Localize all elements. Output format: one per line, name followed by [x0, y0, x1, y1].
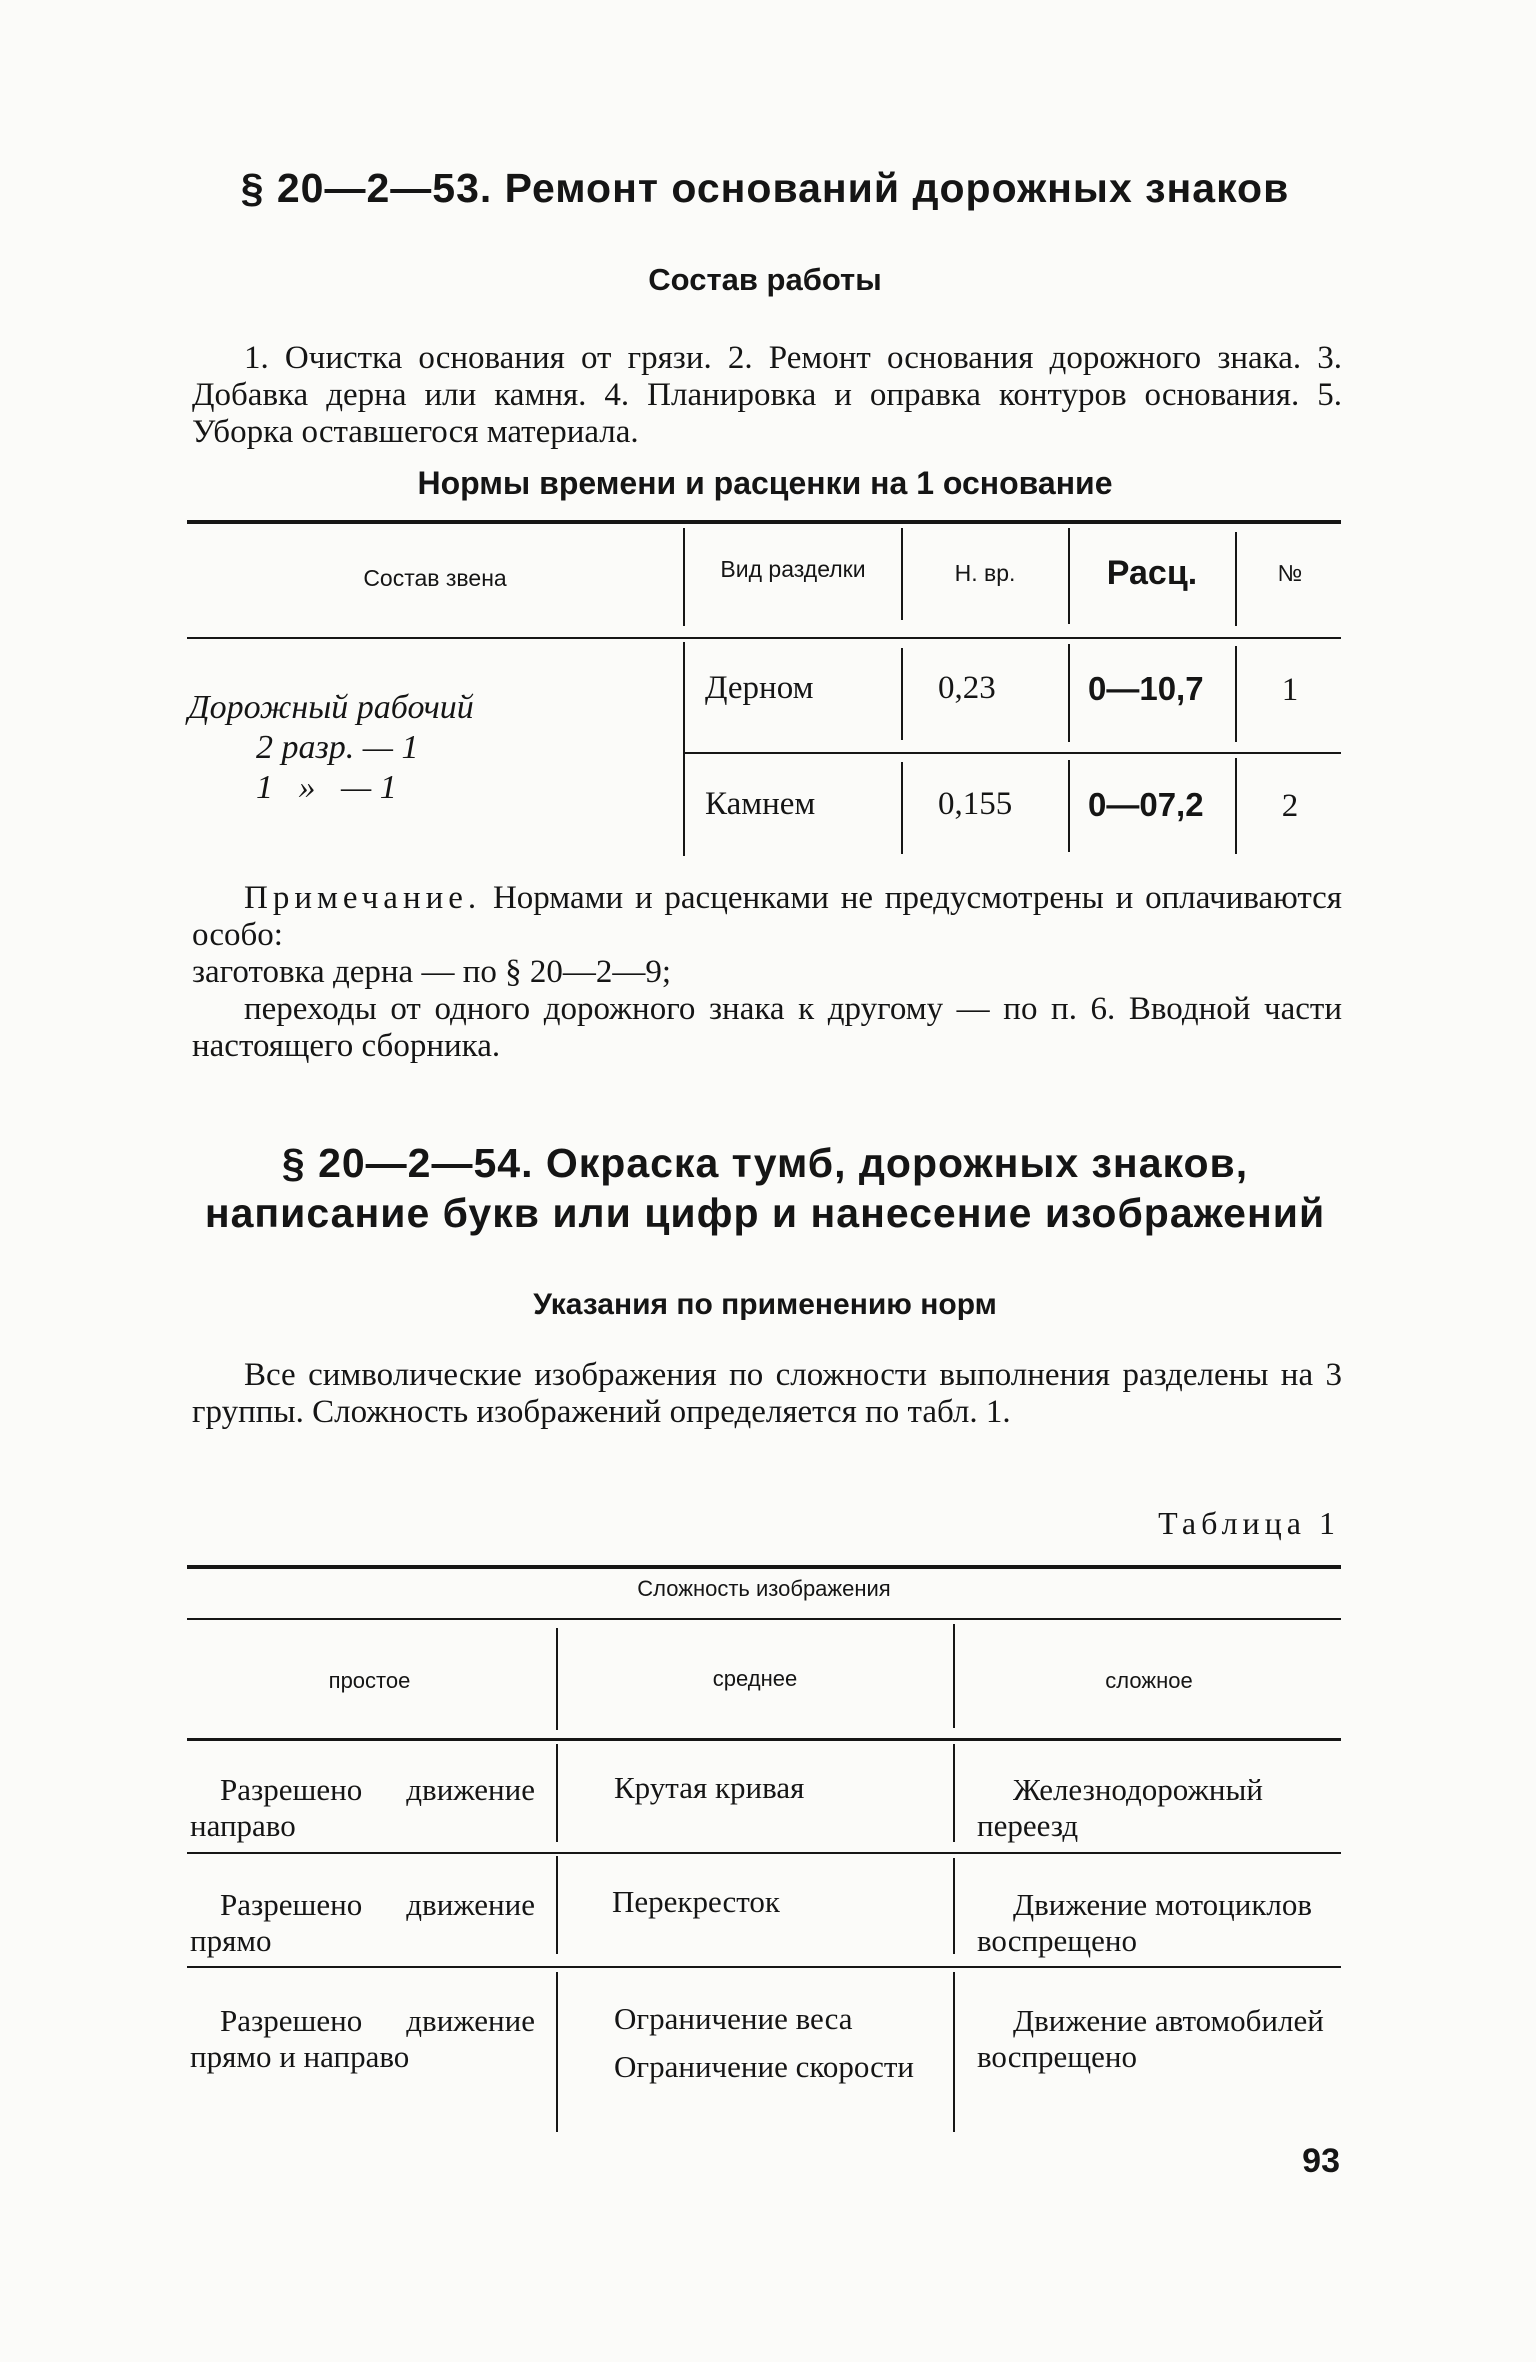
header-time: Н. вр. — [954, 560, 1016, 586]
col-divider — [901, 648, 903, 740]
col-divider — [556, 1628, 558, 1730]
row1-time: 0,23 — [938, 670, 996, 706]
header-rate: Расц. — [1106, 554, 1198, 592]
section-title-20-2-54-line2: написание букв или цифр и нанесение изображений — [204, 1190, 1326, 1236]
crew-cell — [188, 688, 668, 808]
col-divider — [1235, 532, 1237, 626]
header-rule — [187, 1738, 1341, 1741]
col-divider — [953, 1858, 955, 1954]
col-divider — [1068, 528, 1070, 624]
col-divider — [1235, 758, 1237, 854]
row1-medium: Крутая кривая — [614, 1770, 805, 1805]
table-row-rule — [685, 752, 1341, 754]
row3-complex: Движение автомобилей воспрещено — [977, 2003, 1324, 2074]
row-rule — [187, 1966, 1341, 1968]
row2-medium: Перекресток — [612, 1884, 780, 1919]
table-caption: Таблица 1 — [1158, 1505, 1340, 1541]
guide-text-body: Все символические изображения по сложности выполнения разделены на 3 группы. Сложность изображений определяется по табл. 1. — [192, 1357, 1342, 1430]
col-divider — [683, 642, 685, 856]
guide-heading: Указания по применению норм — [533, 1288, 997, 1321]
note-line — [192, 954, 1342, 991]
header-type: Вид разделки — [720, 556, 866, 582]
col-divider — [556, 1972, 558, 2132]
note-line-text: переходы от одного дорожного знака к другому — по п. 6. Вводной части настоящего сборника. — [192, 991, 1342, 1064]
row-rule — [187, 1852, 1341, 1854]
crew-line: Дорожный рабочий — [188, 689, 474, 726]
group-header: Сложность изображения — [637, 1576, 891, 1601]
row3-medium-2: Ограничение скорости — [614, 2049, 914, 2084]
note-line-text: заготовка дерна — по § 20—2—9; — [192, 954, 672, 990]
row3-medium-1: Ограничение веса — [614, 2001, 853, 2036]
row2-type: Камнем — [705, 786, 816, 822]
header-num: № — [1277, 560, 1303, 586]
note-text: Нормами и расценками не предусмотрены и оплачиваются особо: — [192, 880, 1342, 953]
col-divider — [1068, 760, 1070, 852]
row3-simple: Разрешено движение прямо и направо — [190, 2003, 535, 2074]
row2-simple: Разрешено движение прямо — [190, 1887, 535, 1958]
section-title-20-2-54: § 20—2—54. Окраска тумб, дорожных знаков, — [281, 1140, 1249, 1186]
note-paragraph — [192, 880, 1342, 954]
page-number: 93 — [1302, 2142, 1340, 2180]
work-text: 1. Очистка основания от грязи. 2. Ремонт основания дорожного знака. 3. Добавка дерна или камня. 4. Планировка и оправка контуров основания. 5. Уборка оставшегося материала. — [192, 340, 1342, 450]
table-top-rule — [187, 1565, 1341, 1569]
note-block — [192, 880, 1342, 1065]
section-title-20-2-53: § 20—2—53. Ремонт оснований дорожных знаков — [240, 165, 1290, 211]
work-composition-heading: Состав работы — [648, 262, 882, 297]
group-header-rule — [187, 1618, 1341, 1620]
row1-complex: Железнодорожный переезд — [977, 1772, 1263, 1843]
row1-simple: Разрешено движение направо — [190, 1772, 535, 1843]
norms-heading: Нормы времени и расценки на 1 основание — [417, 465, 1113, 501]
col-divider — [556, 1744, 558, 1842]
guide-text — [192, 1357, 1342, 1431]
crew-line: 2 разр. — 1 — [256, 729, 419, 766]
row1-type: Дерном — [705, 670, 814, 706]
note-label: Примечание. — [244, 880, 482, 916]
work-composition-text — [192, 340, 1342, 451]
col-divider — [953, 1972, 955, 2132]
col-divider — [901, 762, 903, 854]
table-header-rule — [187, 637, 1341, 639]
header-crew: Состав звена — [363, 565, 507, 591]
col-divider — [901, 528, 903, 620]
col-divider — [953, 1624, 955, 1728]
col-divider — [556, 1856, 558, 1954]
table-top-rule — [187, 520, 1341, 524]
col-divider — [1235, 646, 1237, 742]
column-header-complex: сложное — [1105, 1668, 1193, 1693]
column-header-simple: простое — [328, 1668, 411, 1693]
note-line — [192, 991, 1342, 1065]
col-divider — [683, 528, 685, 626]
crew-line: 1 » — 1 — [256, 769, 397, 806]
row2-num: 2 — [1281, 788, 1299, 824]
row2-time: 0,155 — [938, 786, 1013, 822]
row1-num: 1 — [1281, 672, 1299, 708]
row2-complex: Движение мотоциклов воспрещено — [977, 1887, 1313, 1958]
col-divider — [1068, 644, 1070, 742]
col-divider — [953, 1744, 955, 1842]
column-header-medium: среднее — [712, 1666, 798, 1691]
row2-rate: 0—07,2 — [1088, 786, 1204, 823]
row1-rate: 0—10,7 — [1088, 670, 1204, 707]
